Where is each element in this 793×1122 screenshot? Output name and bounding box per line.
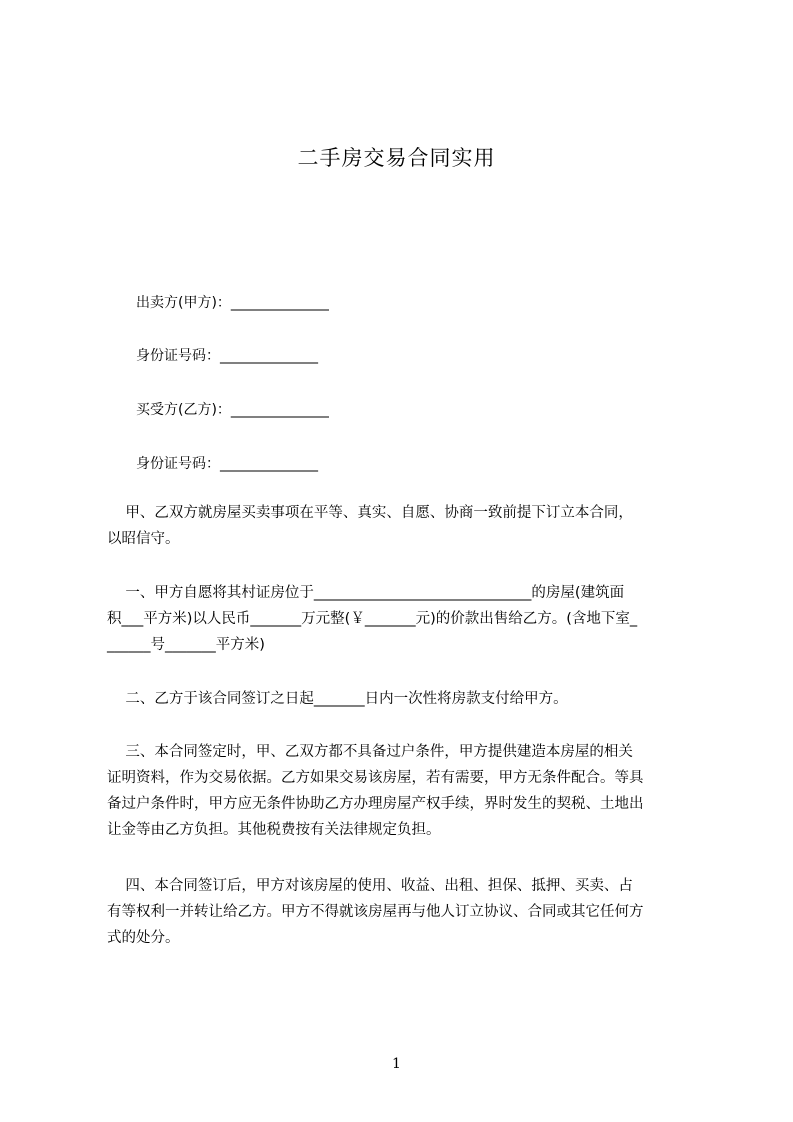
clause-line: 让金等由乙方负担。其他税费按有关法律规定负担。: [107, 822, 441, 838]
intro-paragraph: [107, 500, 707, 552]
seller-id-field: 身份证号码：______________: [136, 348, 318, 364]
clause-line: ______号_______平方米): [107, 637, 265, 653]
clause-line: 三、本合同签定时，甲、乙双方都不具备过户条件，甲方提供建造本房屋的相关: [107, 744, 633, 760]
clause-2: [107, 686, 707, 712]
buyer-id-field: 身份证号码：______________: [136, 456, 318, 472]
buyer-field: 买受方(乙方)：______________: [136, 402, 329, 418]
clause-line: 四、本合同签订后，甲方对该房屋的使用、收益、出租、担保、抵押、买卖、占: [107, 878, 633, 894]
intro-line: 以昭信守。: [107, 531, 180, 547]
page-number: 1: [392, 1056, 401, 1072]
seller-field: 出卖方(甲方)：______________: [136, 295, 329, 311]
intro-line: 甲、乙双方就房屋买卖事项在平等、真实、自愿、协商一致前提下订立本合同，: [107, 505, 633, 521]
clause-4: [107, 873, 707, 951]
clause-line: 一、甲方自愿将其村证房位于______________________________的房屋(建筑面: [107, 585, 625, 601]
page-title: 二手房交易合同实用: [297, 146, 496, 170]
clause-line: 有等权利一并转让给乙方。甲方不得就该房屋再与他人订立协议、合同或其它任何方: [107, 904, 644, 920]
clause-3: [107, 739, 707, 843]
clause-1: [107, 580, 707, 658]
clause-line: 证明资料，作为交易依据。乙方如果交易该房屋，若有需要，甲方无条件配合。等具: [107, 770, 644, 786]
clause-line: 二、乙方于该合同签订之日起_______日内一次性将房款支付给甲方。: [107, 691, 568, 707]
clause-line: 备过户条件时，甲方应无条件协助乙方办理房屋产权手续，界时发生的契税、土地出: [107, 796, 644, 812]
clause-line: 积___平方米)以人民币_______万元整(￥_______元)的价款出售给乙方。(含地下室_: [107, 611, 638, 627]
clause-line: 式的处分。: [107, 930, 180, 946]
